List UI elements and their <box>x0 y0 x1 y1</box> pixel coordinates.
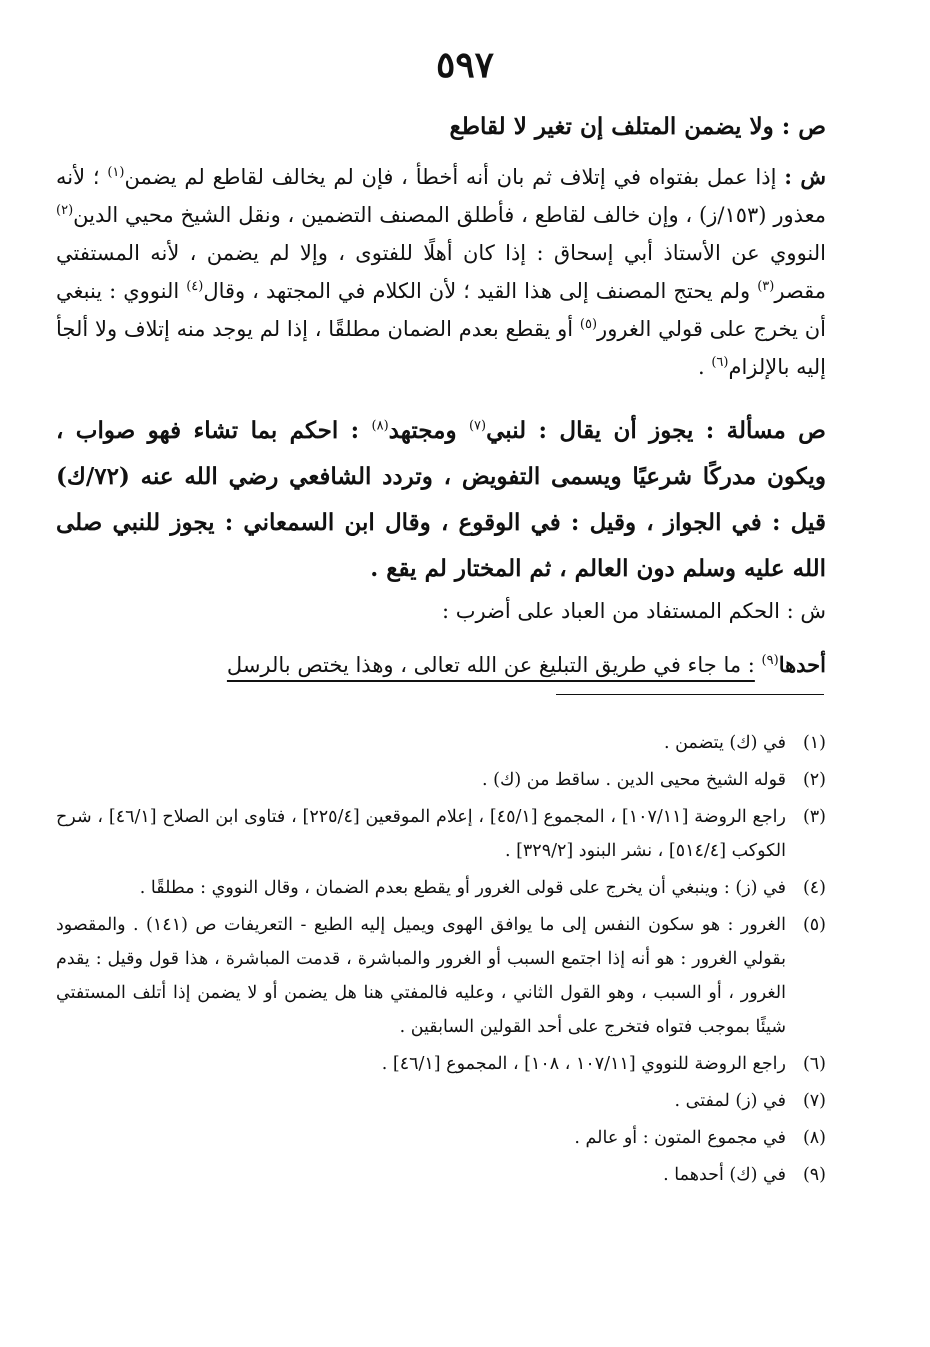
footnote-text: في مجموع المتون : أو عالم . <box>574 1128 786 1148</box>
commentary-text: ؛ لأنه معذور (١٥٣/ز) ، وإن خالف لقاطع ، فأطلق المصنف التضمين ، ونقل الشيخ محيي الدين <box>56 165 826 227</box>
footnote-ref-9[interactable]: (٩) <box>761 653 779 668</box>
section-1-heading-text: ص : ولا يضمن المتلف إن تغير لا لقاطع <box>449 113 826 140</box>
section-2-commentary-2 <box>56 646 826 684</box>
footnote-item <box>56 726 826 760</box>
footnote-text: في (ك) يتضمن . <box>663 733 786 753</box>
footnote-text: في (ز) : وينبغي أن يخرج على قولى الغرور أو يقطع بعدم الضمان ، وقال النووي : مطلقًا . <box>139 878 786 898</box>
footnote-ref-8[interactable]: (٨) <box>371 418 389 434</box>
footnote-ref-7[interactable]: (٧) <box>468 418 487 434</box>
footnote-number: (٢) <box>802 770 826 790</box>
section-2-heading-text: : احكم بما تشاء فهو صواب ، ويكون مدركًا شرعيًا ويسمى التفويض ، وتردد الشافعي رضي الله عنه (٧٢/ك) قيل : في الجواز ، وقيل : في الوقوع ، وقال ابن السمعاني : يجوز للنبي صلى الله عليه وسلم دون العالم ، ثم المختار لم يقع . <box>56 417 826 582</box>
footnote-number: (١) <box>802 733 826 753</box>
commentary-text: النووي عن الأستاذ أبي إسحاق : إذا كان أهلًا للفتوى ، وإلا لم يضمن ، لأنه المستفتي مقصر <box>56 241 826 303</box>
footnote-number: (٤) <box>802 878 826 898</box>
footnote-item <box>56 763 826 797</box>
commentary-text: . <box>697 355 705 379</box>
footnote-item <box>56 871 826 905</box>
commentary-lead: ش : <box>784 164 826 189</box>
footnote-number: (٦) <box>802 1054 826 1074</box>
footnote-text: في (ز) لمفتى . <box>674 1091 786 1111</box>
footnote-number: (٨) <box>802 1128 826 1148</box>
footnote-item <box>56 1047 826 1081</box>
footnote-ref-6[interactable]: (٦) <box>711 355 729 370</box>
footnotes <box>56 726 826 1195</box>
commentary-text: إذا عمل بفتواه في إتلاف ثم بان أنه أخطأ ، فإن لم يخالف لقاطع لم يضمن <box>124 165 777 189</box>
section-2-heading-text: ومجتهد <box>388 417 457 444</box>
footnote-item <box>56 1121 826 1155</box>
commentary-text: أو يقطع بعدم الضمان مطلقًا ، إذا لم يوجد منه إتلاف ولا ألجأ إليه بالإلزام <box>56 317 826 379</box>
section-2-heading <box>56 408 826 592</box>
commentary-text: ولم يحتج المصنف إلى هذا القيد ؛ لأن الكلام في المجتهد ، وقال <box>203 279 751 303</box>
commentary-lead: أحدها <box>778 652 826 677</box>
footnote-text: في (ك) أحدهما . <box>663 1165 786 1185</box>
footnote-text: راجع الروضة [١٠٧/١١] ، المجموع [٤٥/١] ، إعلام الموقعين [٢٢٥/٤] ، فتاوى ابن الصلاح [٤٦/١] ، شرح الكوكب [٥١٤/٤] ، نشر البنود [٣٢٩/٢] . <box>56 807 786 861</box>
section-1-commentary <box>56 158 826 386</box>
footnote-text: قوله الشيخ محيى الدين . ساقط من (ك) . <box>482 770 786 790</box>
commentary-text: النووي : ينبغي أن يخرج على قولي الغرور <box>56 279 826 341</box>
commentary-text: : ما جاء في طريق التبليغ عن الله تعالى ، وهذا يختص بالرسل <box>226 653 755 677</box>
footnote-item <box>56 1084 826 1118</box>
footnote-item <box>56 1158 826 1192</box>
section-2-commentary-1 <box>56 592 826 630</box>
footnote-ref-2[interactable]: (٢) <box>56 203 74 218</box>
page-number: ٥٩٧ <box>435 44 494 86</box>
footnote-text: الغرور : هو سكون النفس إلى ما يوافق الهوى ويميل إليه الطبع - التعريفات ص (١٤١) . والمقصود بقولي الغرور : هو أنه إذا اجتمع السبب أو الغرور والمباشرة ، قدمت المباشرة ، هذا قول وقيل : يقدم الغرور ، أو السبب ، وهو القول الثاني ، وعليه فالمفتي هنا هل يضمن أو لا يضمن إذا أتلف المستفتي شيئًا بموجب فتواه فتخرج على أحد القولين السابقين . <box>56 915 787 1037</box>
footnote-ref-3[interactable]: (٣) <box>757 279 775 294</box>
footnote-number: (٥) <box>802 915 826 935</box>
footnote-ref-5[interactable]: (٥) <box>579 317 598 332</box>
section-2-heading-text: ص مسألة : يجوز أن يقال : لنبي <box>486 417 826 444</box>
footnote-number: (٣) <box>802 807 826 827</box>
footnote-ref-4[interactable]: (٤) <box>186 279 204 294</box>
footnote-number: (٧) <box>802 1091 826 1111</box>
commentary-text: ش : الحكم المستفاد من العباد على أضرب : <box>441 599 826 623</box>
footnote-number: (٩) <box>802 1165 826 1185</box>
footnote-divider <box>556 694 824 695</box>
footnote-text: راجع الروضة للنووي [١٠٧/١١ ، ١٠٨] ، المجموع [٤٦/١] . <box>381 1054 786 1074</box>
footnote-item <box>56 908 826 1044</box>
footnote-item <box>56 800 826 868</box>
footnote-ref-1[interactable]: (١) <box>107 165 125 180</box>
section-1-heading <box>56 104 826 150</box>
